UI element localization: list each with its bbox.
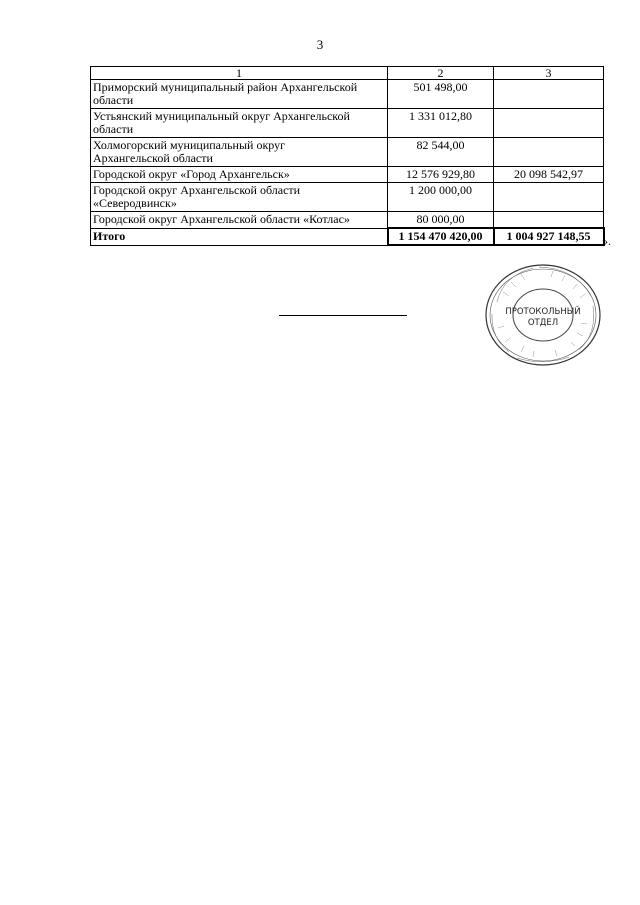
total-row	[91, 228, 604, 245]
row-col3	[494, 138, 604, 167]
row-name	[91, 138, 388, 167]
row-col2: 82 544,00	[388, 138, 494, 167]
row-col2: 1 331 012,80	[388, 109, 494, 138]
table-row	[91, 183, 604, 212]
row-col3	[494, 109, 604, 138]
row-name: Городской округ Архангельской области «Котлас»	[91, 212, 388, 229]
total-col2: 1 154 470 420,00	[388, 228, 494, 245]
total-label: Итого	[91, 228, 388, 245]
row-col3	[494, 80, 604, 109]
table-row	[91, 109, 604, 138]
row-name-line1: Устьянский муниципальный округ Архангельской	[93, 109, 350, 123]
stamp-text-line1: ПРОТОКОЛЬНЫЙ	[505, 307, 581, 317]
header-col-1: 1	[91, 67, 388, 80]
row-col2: 1 200 000,00	[388, 183, 494, 212]
row-name-line2: Архангельской области	[93, 151, 213, 165]
row-name-line2: «Северодвинск»	[93, 196, 177, 210]
row-name: Городской округ «Город Архангельск»	[91, 167, 388, 183]
row-col3	[494, 183, 604, 212]
separator-line	[279, 315, 407, 316]
header-col-2: 2	[388, 67, 494, 80]
stamp-text-line2: ОТДЕЛ	[527, 318, 559, 328]
total-col3: 1 004 927 148,55	[494, 228, 604, 245]
row-name-line1: Приморский муниципальный район Архангельской	[93, 80, 358, 94]
row-col2: 80 000,00	[388, 212, 494, 229]
table-row	[91, 138, 604, 167]
row-name-line1: Холмогорский муниципальный округ	[93, 138, 286, 152]
row-name-line2: области	[93, 93, 134, 107]
page-number: 3	[316, 37, 324, 52]
allocation-table	[90, 66, 605, 246]
row-col3	[494, 212, 604, 229]
row-col3: 20 098 542,97	[494, 167, 604, 183]
row-name-line1: Городской округ Архангельской области	[93, 183, 301, 197]
table-row	[91, 167, 604, 183]
table-row	[91, 80, 604, 109]
row-col2: 501 498,00	[388, 80, 494, 109]
header-col-3: 3	[494, 67, 604, 80]
row-name	[91, 183, 388, 212]
row-name-line2: области	[93, 122, 134, 136]
official-seal-stamp	[483, 262, 603, 368]
table-header-row	[91, 67, 604, 80]
row-col2: 12 576 929,80	[388, 167, 494, 183]
table-row	[91, 212, 604, 229]
row-name	[91, 109, 388, 138]
row-name	[91, 80, 388, 109]
closing-quote-mark: ».	[602, 234, 611, 248]
